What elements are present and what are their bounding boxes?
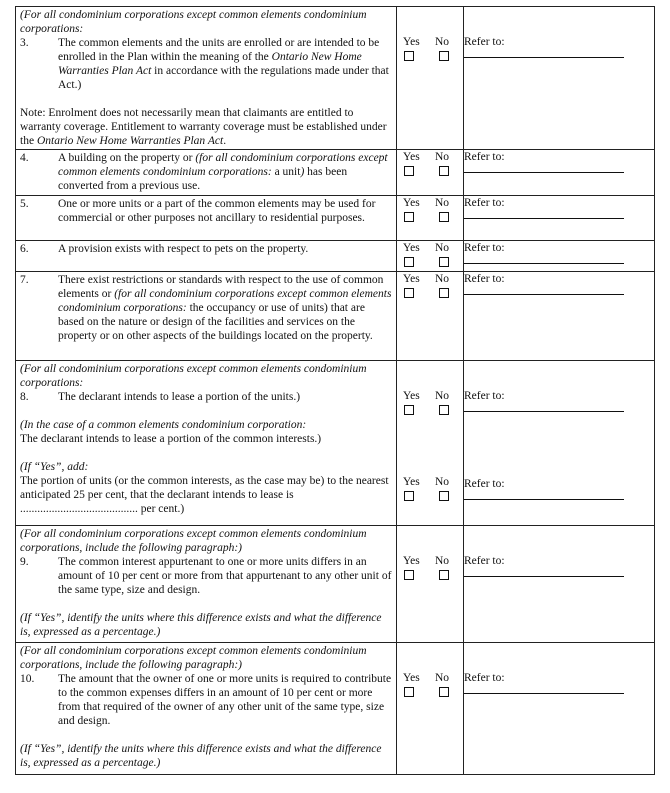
yes-label: Yes	[403, 197, 420, 209]
yes-label: Yes	[403, 151, 420, 163]
yes-checkbox-8b[interactable]	[404, 491, 414, 501]
table-row-8	[16, 361, 655, 526]
row-10-text: The amount that the owner of one or more units is required to contribute to the common expenses differs in an amount of 10 per cent or more from that required of the owner of any other unit of the same type, size and design.	[58, 673, 392, 727]
table-row-6	[16, 241, 655, 272]
table-row-3	[16, 7, 655, 150]
question-cell-9	[16, 526, 397, 643]
yes-checkbox-8[interactable]	[404, 405, 414, 415]
refer-cell-3	[464, 7, 655, 150]
yes-no-cell-6	[397, 241, 464, 272]
yes-label: Yes	[403, 672, 420, 684]
row-8-alt-text: The declarant intends to lease a portion of the common interests.)	[20, 433, 322, 445]
refer-cell-10	[464, 643, 655, 775]
yes-label: Yes	[403, 242, 420, 254]
yes-checkbox-4[interactable]	[404, 166, 414, 176]
row-5-text: One or more units or a part of the common elements may be used for commercial or other purposes not ancillary to residential purposes.	[58, 198, 376, 224]
no-checkbox-6[interactable]	[439, 257, 449, 267]
row-4-text-b: (for all condominium corporations except common elements condominium corporations:	[58, 152, 388, 178]
row-10-preamble: (For all condominium corporations except common elements condominium corporations, include the following paragraph:)	[20, 645, 367, 671]
no-label: No	[435, 197, 450, 209]
table-row-9	[16, 526, 655, 643]
refer-label: Refer to:	[464, 242, 505, 254]
row-6-number: 6.	[20, 243, 29, 255]
row-8-yes-preamble: (If “Yes”, add:	[20, 461, 89, 473]
no-checkbox-8[interactable]	[439, 405, 449, 415]
no-label: No	[435, 555, 450, 567]
table-row-10	[16, 643, 655, 775]
refer-line-5[interactable]	[464, 218, 624, 219]
yes-checkbox-10[interactable]	[404, 687, 414, 697]
question-cell-8	[16, 361, 397, 526]
row-4-text-d: )	[300, 166, 305, 178]
refer-label: Refer to:	[464, 151, 505, 163]
no-checkbox-9[interactable]	[439, 570, 449, 580]
refer-label: Refer to:	[464, 36, 505, 48]
question-cell-7	[16, 272, 397, 361]
row-7-number: 7.	[20, 274, 29, 286]
no-checkbox-8b[interactable]	[439, 491, 449, 501]
yes-no-cell-3	[397, 7, 464, 150]
refer-cell-4	[464, 150, 655, 196]
refer-label: Refer to:	[464, 273, 505, 285]
yes-no-cell-9	[397, 526, 464, 643]
row-9-number: 9.	[20, 556, 29, 568]
row-3-number: 3.	[20, 37, 29, 49]
yes-label: Yes	[403, 476, 420, 488]
refer-cell-5	[464, 196, 655, 241]
row-4-text-a: A building on the property or	[58, 152, 196, 164]
yes-label: Yes	[403, 36, 420, 48]
row-7-text-a: There exist restrictions or standards with respect to the use of common elements or	[58, 274, 384, 300]
no-label: No	[435, 390, 450, 402]
question-cell-3	[16, 7, 397, 150]
row-4-text-e: has been converted from a previous use.	[58, 166, 348, 192]
yes-no-cell-7	[397, 272, 464, 361]
no-label: No	[435, 476, 450, 488]
disclosure-table	[15, 6, 655, 775]
refer-line-3[interactable]	[464, 57, 624, 58]
row-7-text-b: (for all condominium corporations except common elements condominium corporations:	[58, 288, 392, 314]
yes-no-cell-8	[397, 361, 464, 526]
no-checkbox-4[interactable]	[439, 166, 449, 176]
refer-line-4[interactable]	[464, 172, 624, 173]
row-3-note-a: Note: Enrolment does not necessarily mean that claimants are entitled to warranty coverage. Entitlement to warranty coverage must be established under the	[20, 107, 387, 147]
yes-checkbox-7[interactable]	[404, 288, 414, 298]
yes-no-cell-10	[397, 643, 464, 775]
refer-label: Refer to:	[464, 672, 505, 684]
row-10-post: (If “Yes”, identify the units where this difference exists and what the difference is, expressed as a percentage.)	[20, 743, 382, 769]
row-4-text	[58, 151, 392, 193]
row-10-number: 10.	[20, 673, 35, 685]
question-cell-10	[16, 643, 397, 775]
row-3-text	[58, 36, 392, 92]
no-checkbox-7[interactable]	[439, 288, 449, 298]
row-7-text-c: the occupancy or use of units) that are based on the nature or design of the facilities and services on the property or on other aspects of the buildings located on the property.	[58, 302, 373, 342]
yes-checkbox-3[interactable]	[404, 51, 414, 61]
row-3-text-c: in accordance with the regulations made under that Act.)	[58, 65, 389, 91]
yes-checkbox-5[interactable]	[404, 212, 414, 222]
row-9-post: (If “Yes”, identify the units where this difference exists and what the difference is, expressed as a percentage.)	[20, 612, 382, 638]
refer-cell-6	[464, 241, 655, 272]
refer-line-9[interactable]	[464, 576, 624, 577]
row-8-preamble: (For all condominium corporations except common elements condominium corporations:	[20, 363, 367, 389]
row-8-number: 8.	[20, 391, 29, 403]
no-checkbox-5[interactable]	[439, 212, 449, 222]
refer-label: Refer to:	[464, 478, 505, 490]
refer-cell-7	[464, 272, 655, 361]
row-8-alt-preamble: (In the case of a common elements condominium corporation:	[20, 419, 307, 431]
refer-line-7[interactable]	[464, 294, 624, 295]
yes-label: Yes	[403, 555, 420, 567]
refer-label: Refer to:	[464, 555, 505, 567]
row-9-text: The common interest appurtenant to one or more units differs in an amount of 10 per cent or more from that appurtenant to any other unit of the same type, size and design.	[58, 556, 392, 596]
refer-label: Refer to:	[464, 390, 505, 402]
table-row-5	[16, 196, 655, 241]
row-8-text: The declarant intends to lease a portion of the units.)	[58, 391, 301, 403]
question-cell-5	[16, 196, 397, 241]
row-4-text-c: a unit	[271, 166, 301, 178]
yes-label: Yes	[403, 390, 420, 402]
yes-no-cell-4	[397, 150, 464, 196]
table-row-4	[16, 150, 655, 196]
row-8-yes-text: The portion of units (or the common interests, as the case may be) to the nearest anticipated 25 per cent, that the declarant intends to lease is ......................................... per cent.)	[20, 475, 389, 515]
yes-label: Yes	[403, 273, 420, 285]
no-checkbox-10[interactable]	[439, 687, 449, 697]
refer-line-10[interactable]	[464, 693, 624, 694]
row-3-note-c: .	[223, 135, 227, 147]
no-label: No	[435, 242, 450, 254]
refer-line-8b[interactable]	[464, 499, 624, 500]
no-label: No	[435, 273, 450, 285]
row-3-preamble: (For all condominium corporations except common elements condominium corporations:	[20, 9, 367, 35]
no-checkbox-3[interactable]	[439, 51, 449, 61]
table-row-7	[16, 272, 655, 361]
refer-cell-9	[464, 526, 655, 643]
no-label: No	[435, 672, 450, 684]
row-3-text-a: The common elements and the units are enrolled or are intended to be enrolled in the Plan within the meaning of the	[58, 37, 380, 63]
row-9-preamble: (For all condominium corporations except common elements condominium corporations, include the following paragraph:)	[20, 528, 367, 554]
refer-label: Refer to:	[464, 197, 505, 209]
row-4-number: 4.	[20, 152, 29, 164]
row-3-note-act: Ontario New Home Warranties Plan Act	[36, 135, 224, 147]
row-6-text: A provision exists with respect to pets on the property.	[58, 243, 309, 255]
yes-checkbox-9[interactable]	[404, 570, 414, 580]
no-label: No	[435, 36, 450, 48]
row-3-note	[20, 106, 392, 148]
question-cell-6	[16, 241, 397, 272]
yes-checkbox-6[interactable]	[404, 257, 414, 267]
refer-cell-8	[464, 361, 655, 526]
row-3-act-name: Ontario New Home Warranties Plan Act	[58, 51, 362, 77]
question-cell-4	[16, 150, 397, 196]
refer-line-6[interactable]	[464, 263, 624, 264]
yes-no-cell-5	[397, 196, 464, 241]
row-7-text	[58, 273, 392, 343]
no-label: No	[435, 151, 450, 163]
row-5-number: 5.	[20, 198, 29, 210]
